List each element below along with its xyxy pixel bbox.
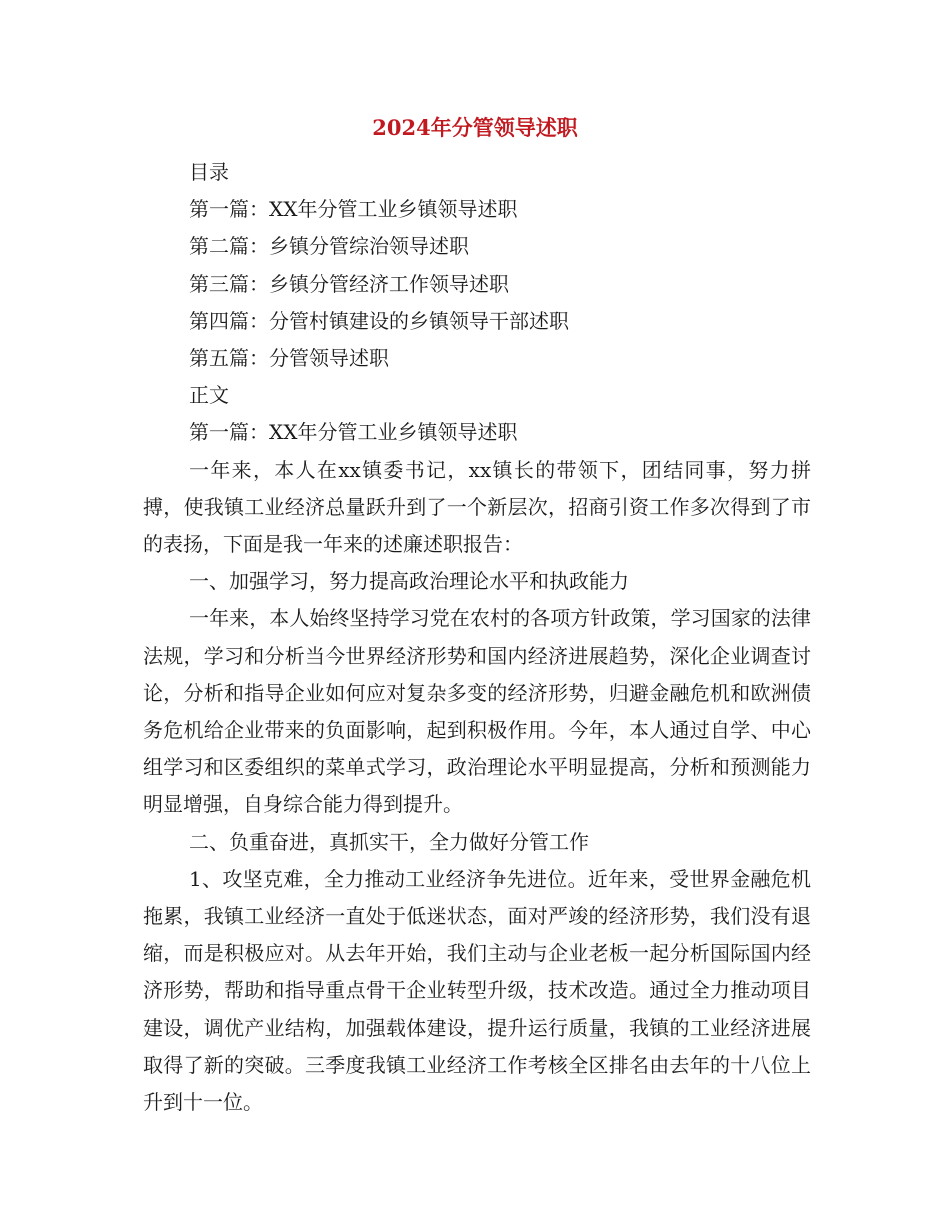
subheading: 二、负重奋进，真抓实干，全力做好分管工作 xyxy=(189,829,589,854)
toc-heading: 目录 xyxy=(189,160,229,184)
toc-item: 第四篇：分管村镇建设的乡镇领导干部述职 xyxy=(189,308,569,333)
document-body xyxy=(143,154,811,1121)
body-heading: 正文 xyxy=(189,383,229,408)
toc-item: 第三篇：乡镇分管经济工作领导述职 xyxy=(189,271,509,296)
paragraph: 1、攻坚克难，全力推动工业经济争先进位。近年来，受世界金融危机拖累，我镇工业经济一直处于低迷状态，面对严竣的经济形势，我们没有退缩，而是积极应对。从去年开始，我们主动与企业老板一起分析国际国内经济形势，帮助和指导重点骨干企业转型升级，技术改造。通过全力推动项目建设，调优产业结构，加强载体建设，提升运行质量，我镇的工业经济进展取得了新的突破。三季度我镇工业经济工作考核全区排名由去年的十八位上升到十一位。 xyxy=(143,866,811,1115)
section-title: 第一篇：XX年分管工业乡镇领导述职 xyxy=(189,420,518,445)
document-title: 2024年分管领导述职 xyxy=(372,115,578,140)
paragraph: 一年来，本人始终坚持学习党在农村的各项方针政策，学习国家的法律法规，学习和分析当今世界经济形势和国内经济进展趋势，深化企业调查讨论，分析和指导企业如何应对复杂多变的经济形势，归避金融危机和欧洲债务危机给企业带来的负面影响，起到积极作用。今年，本人通过自学、中心组学习和区委组织的菜单式学习，政治理论水平明显提高，分析和预测能力明显增强，自身综合能力得到提升。 xyxy=(143,606,811,817)
toc-item: 第二篇：乡镇分管综治领导述职 xyxy=(189,234,469,259)
toc-item: 第五篇：分管领导述职 xyxy=(189,346,389,371)
paragraph: 一年来，本人在xx镇委书记，xx镇长的带领下，团结同事，努力拼搏，使我镇工业经济总量跃升到了一个新层次，招商引资工作多次得到了市的表扬，下面是我一年来的述廉述职报告： xyxy=(143,457,811,557)
toc-item: 第一篇：XX年分管工业乡镇领导述职 xyxy=(189,197,518,222)
subheading: 一、加强学习，努力提高政治理论水平和执政能力 xyxy=(189,569,629,594)
